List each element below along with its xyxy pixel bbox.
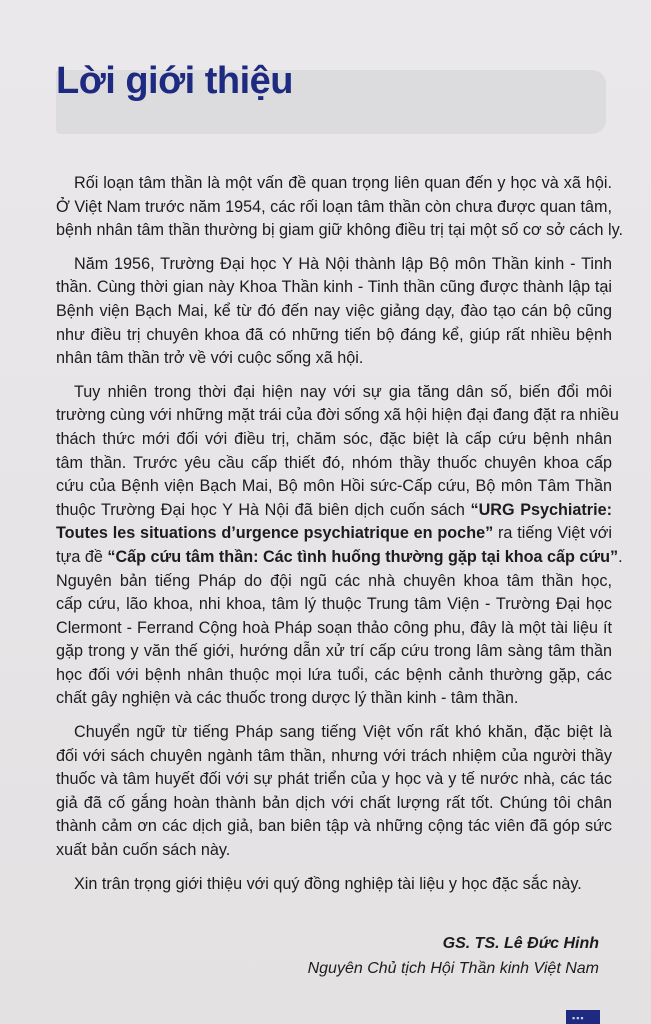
text-line: xuất bản cuốn sách này.	[56, 841, 231, 860]
text-line: Nguyên bản tiếng Pháp do đội ngũ các nhà chuyên khoa tâm thần học,	[56, 571, 612, 590]
text-line: giả đã cố gắng hoàn thành bản dịch với chất lượng rất tốt. Chúng tôi chân	[56, 793, 612, 812]
signature-role: Nguyên Chủ tịch Hội Thần kinh Việt Nam	[307, 960, 599, 977]
text-line: chất gây nghiện và các thuốc trong dược lý thần kinh - tâm thần.	[56, 689, 519, 708]
text-line: bệnh nhân tâm thần thường bị giam giữ không điều trị tại một số cơ sở cách ly.	[56, 221, 624, 240]
tab-dots-icon: ▪▪▪	[572, 1013, 585, 1023]
text-line: Xin trân trọng giới thiệu với quý đồng nghiệp tài liệu y học đặc sắc này.	[74, 874, 582, 893]
text-line: thành cảm ơn các dịch giả, ban biên tập và những cộng tác viên đã góp sức	[56, 817, 612, 836]
text-line: nhân tâm thần trở về với cuộc sống xã hội.	[56, 349, 364, 368]
text-line: cấp cứu, lão khoa, nhi khoa, tâm lý thuộc Trung tâm Viện - Trường Đại học	[56, 595, 612, 614]
text-line: như điều trị chuyên khoa đã có những tiến bộ đáng kể, giúp rất nhiều bệnh	[56, 325, 612, 344]
text-line: Ở Việt Nam trước năm 1954, các rối loạn tâm thần còn chưa được quan tâm,	[56, 197, 612, 216]
text-line: tâm thần. Trước yêu cầu cấp thiết đó, nhóm thầy thuốc chuyên khoa cấp	[56, 453, 612, 472]
paragraph-3	[56, 381, 623, 711]
paragraph-5	[56, 873, 612, 897]
page-tab	[566, 1010, 600, 1024]
text-line: Toutes les situations d’urgence psychiatrique en poche” ra tiếng Việt với	[56, 524, 612, 543]
text-line: đối với sách chuyên ngành tâm thần, nhưng với trách nhiệm của người thầy	[56, 746, 612, 765]
text-line: Chuyển ngữ từ tiếng Pháp sang tiếng Việt vốn rất khó khăn, đặc biệt là	[74, 723, 612, 742]
bold-title-text: “Cấp cứu tâm thần: Các tình huống thường gặp tại khoa cấp cứu”	[107, 547, 619, 566]
text-line: học đối với bệnh nhân thuộc mọi lứa tuổi, các bệnh cảnh thường gặp, các	[56, 665, 612, 684]
text-line: thuộc Trường Đại học Y Hà Nội đã biên dịch cuốn sách “URG Psychiatrie:	[56, 500, 612, 519]
paragraph-1	[56, 172, 624, 243]
signature-block	[308, 931, 599, 981]
text-line: Rối loạn tâm thần là một vấn đề quan trọng liên quan đến y học và xã hội.	[74, 174, 612, 192]
text-line: cứu của Bệnh viện Bạch Mai, Bộ môn Hồi sức-Cấp cứu, Bộ môn Tâm Thần	[56, 477, 612, 496]
text-line: gặp trong y văn thế giới, hướng dẫn xử trí cấp cứu trong lâm sàng tâm thần	[56, 642, 612, 661]
page-title: Lời giới thiệu	[56, 60, 294, 102]
text-line: thách thức mới đối với điều trị, chăm sóc, đặc biệt là cấp cứu bệnh nhân	[56, 429, 612, 448]
signature-name: GS. TS. Lê Đức Hinh	[442, 935, 599, 952]
text-line: trường cùng với những mặt trái của đời sống xã hội hiện đại đang đặt ra nhiều	[56, 406, 619, 425]
text-line: tựa đề “Cấp cứu tâm thần: Các tình huống thường gặp tại khoa cấp cứu”.	[56, 547, 623, 566]
text-line: thuốc và tâm huyết đối với sự phát triển của y học và y tế nước nhà, các tác	[56, 770, 612, 789]
paragraph-4	[56, 721, 612, 863]
text-line: Bệnh viện Bạch Mai, kể từ đó đến nay việc giảng dạy, đào tạo cán bộ cũng	[56, 301, 612, 320]
paragraph-2	[56, 253, 612, 371]
text-line: Clermont - Ferrand Cộng hoà Pháp soạn thảo công phu, đây là một tài liệu ít	[56, 618, 612, 637]
text-line: Năm 1956, Trường Đại học Y Hà Nội thành lập Bộ môn Thần kinh - Tinh	[74, 254, 612, 273]
text-line: thần. Cùng thời gian này Khoa Thần kinh - Tinh thần cũng được thành lập tại	[56, 278, 612, 297]
text-line: Tuy nhiên trong thời đại hiện nay với sự gia tăng dân số, biến đổi môi	[74, 382, 612, 401]
bold-title-text: “URG Psychiatrie:	[470, 500, 612, 519]
body-text	[56, 172, 624, 906]
bold-title-text: Toutes les situations d’urgence psychiatrique en poche”	[56, 524, 494, 543]
